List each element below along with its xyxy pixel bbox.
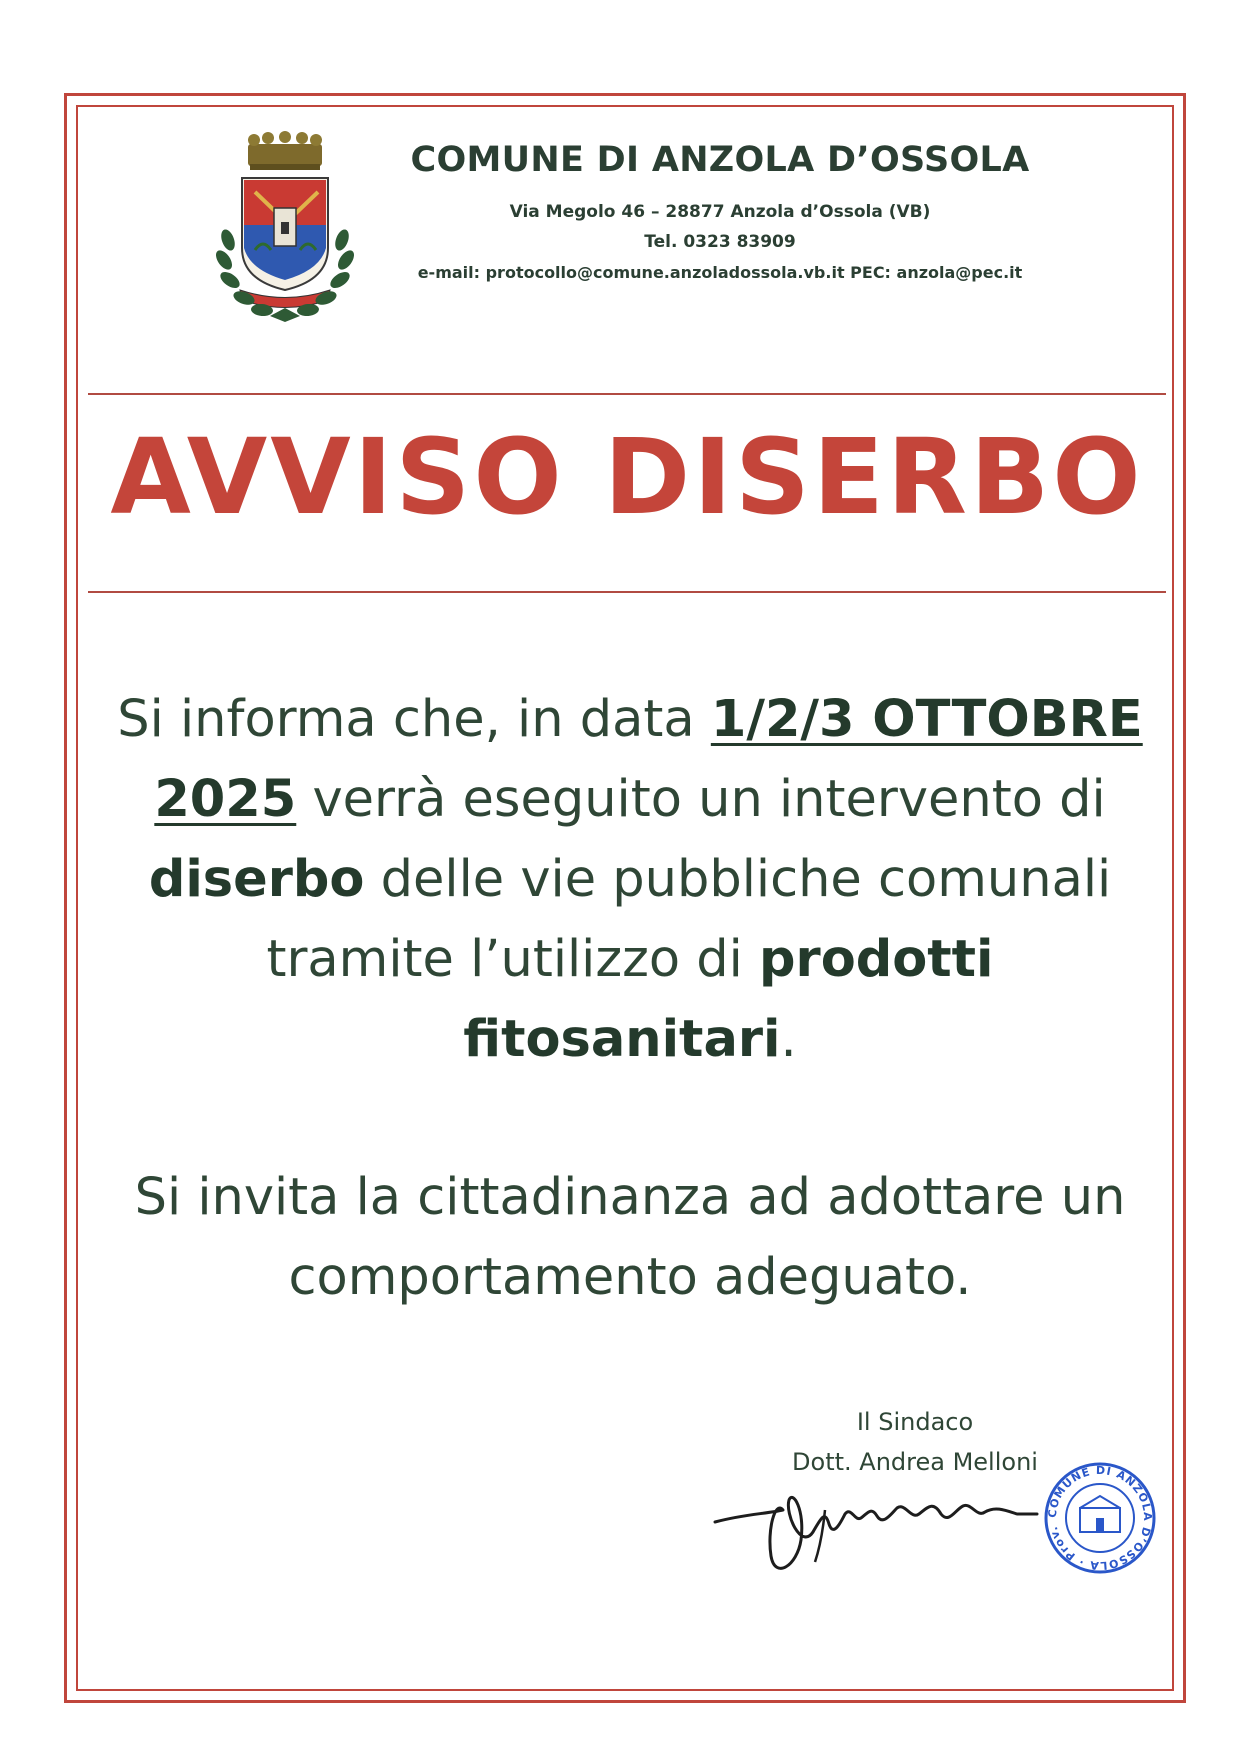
notice-intro-text: Si informa che, in data [117, 690, 711, 749]
municipality-contacts: e-mail: protocollo@comune.anzoladossola.vb.it PEC: anzola@pec.it [417, 263, 1023, 282]
signer-name: Dott. Andrea Melloni [792, 1448, 1038, 1476]
signer-role: Il Sindaco [856, 1408, 974, 1436]
municipality-address: Via Megolo 46 – 28877 Anzola d’Ossola (VB) [509, 202, 931, 222]
notice-paragraph-1 [110, 680, 1150, 1080]
municipality-phone: Tel. 0323 83909 [644, 232, 796, 252]
notice-end-punct: . [780, 1010, 797, 1069]
notice-keyword-prodotti: prodotti fitosanitari [463, 930, 994, 1069]
headline-divider [88, 591, 1166, 593]
official-stamp-icon [1040, 1458, 1160, 1578]
notice-mid-text: verrà eseguito un intervento di [296, 770, 1106, 829]
municipality-name: COMUNE DI ANZOLA D’OSSOLA [410, 140, 1030, 180]
notice-date: 1/2/3 OTTOBRE 2025 [154, 690, 1143, 829]
svg-text:COMUNE DI ANZOLA D’OSSOLA · Pr: COMUNE DI ANZOLA D’OSSOLA · Prov. [1045, 1463, 1155, 1573]
notice-rest-text: delle vie pubbliche comunali tramite l’utilizzo di [266, 850, 1112, 989]
handwritten-signature-icon [705, 1470, 1045, 1590]
municipal-coat-of-arms-icon [210, 130, 360, 325]
notice-keyword-diserbo: diserbo [148, 850, 365, 909]
notice-paragraph-2: Si invita la cittadinanza ad adottare un comportamento adeguato. [134, 1168, 1126, 1307]
notice-headline: AVVISO DISERBO [110, 416, 1144, 538]
header-divider [88, 393, 1166, 395]
